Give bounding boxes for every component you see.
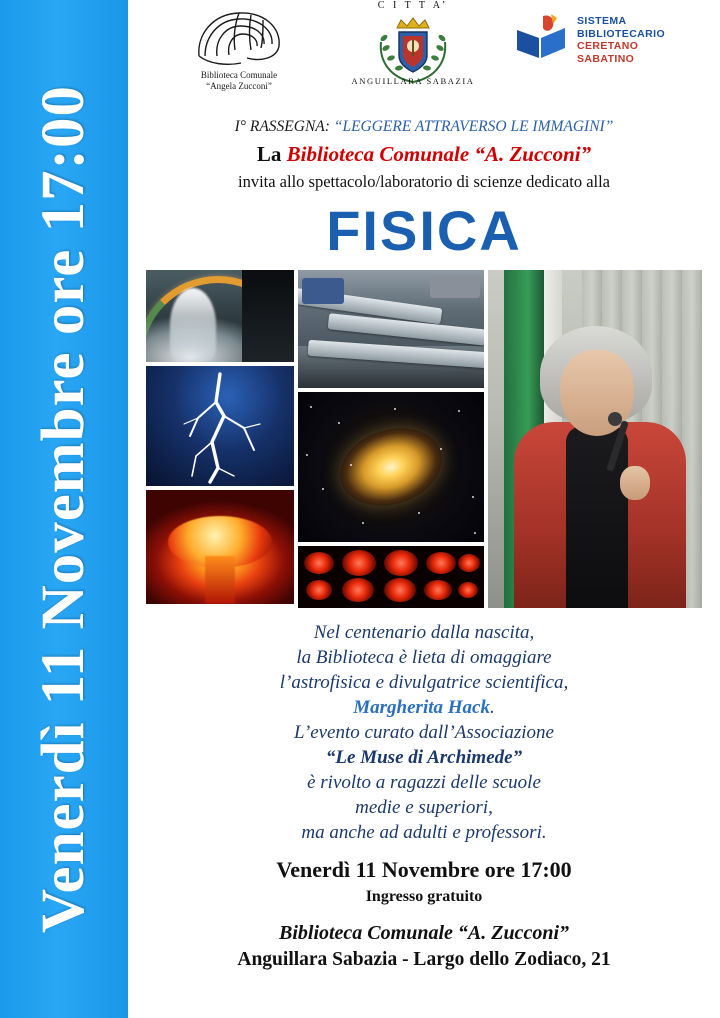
mushroom-stem-shape	[205, 556, 235, 604]
geyser-plume-shape	[170, 288, 216, 362]
library-logo	[164, 6, 314, 92]
poster-header	[128, 118, 720, 260]
library-logo-caption-line2: “Angela Zucconi”	[206, 81, 272, 91]
interference-pattern-photo	[298, 546, 484, 608]
description-line-4: è rivolto a ragazzi delle scuole	[307, 772, 541, 793]
photo-collage	[146, 270, 702, 608]
description-line-5: medie e superiori,	[355, 797, 493, 818]
library-network-logo	[513, 12, 713, 65]
description-line-3: l’astrofisica e divulgatrice scientifica,	[279, 672, 569, 693]
host-article: La	[256, 142, 282, 166]
microphone-head-shape	[608, 412, 622, 426]
host-line	[128, 142, 720, 167]
host-name: Biblioteca Comunale “A. Zucconi”	[286, 142, 592, 166]
network-line3: CERETANO	[577, 40, 639, 52]
series-line	[128, 118, 720, 136]
library-logo-caption-line1: Biblioteca Comunale	[200, 70, 278, 80]
honoree-suffix: .	[489, 697, 495, 718]
venue-name: Biblioteca Comunale “A. Zucconi”	[278, 922, 569, 944]
description-line-2: la Biblioteca è lieta di omaggiare	[296, 647, 552, 668]
description-line-1: Nel centenario dalla nascita,	[313, 622, 535, 643]
curated-by-line: L’evento curato dall’Associazione	[294, 722, 554, 743]
logo-row	[128, 0, 720, 112]
particle-accelerator-photo	[298, 270, 484, 388]
portrait-hand-shape	[620, 466, 650, 500]
galaxy-core-shape	[330, 416, 452, 519]
collage-column-middle	[298, 270, 484, 608]
cave-shadow-shape	[242, 270, 294, 362]
honoree-name: Margherita Hack	[353, 697, 490, 718]
free-entry-label: Ingresso gratuito	[365, 888, 483, 905]
description-line-6: ma anche ad adulti e professori.	[301, 822, 547, 843]
network-line2: BIBLIOTECARIO	[577, 27, 666, 40]
venue-address: Anguillara Sabazia - Largo dello Zodiaco, 21	[237, 949, 611, 970]
city-logo	[343, 0, 483, 86]
poster-main-column	[128, 0, 720, 1018]
library-logo-caption	[164, 70, 314, 92]
spiral-galaxy-photo	[298, 392, 484, 542]
open-book-icon	[513, 12, 569, 62]
series-prefix: I° RASSEGNA:	[234, 118, 330, 135]
page-title: FISICA	[326, 199, 522, 262]
city-logo-top-label: C I T T A’	[377, 0, 449, 11]
nuclear-explosion-photo	[146, 490, 294, 604]
lab-equipment-box-1	[302, 278, 344, 304]
library-network-logo-text	[577, 12, 665, 65]
city-logo-bottom-label: ANGUILLARA SABAZIA	[351, 76, 475, 86]
lab-equipment-box-2	[430, 276, 480, 298]
lightning-bolt-icon	[160, 372, 280, 484]
margherita-hack-portrait-photo	[488, 270, 702, 608]
network-line4: SABATINO	[577, 52, 635, 65]
series-title: “LEGGERE ATTRAVERSO LE IMMAGINI”	[333, 118, 614, 135]
invite-line: invita allo spettacolo/laboratorio di scienze dedicato alla	[237, 172, 611, 191]
lightning-photo	[146, 366, 294, 486]
event-datetime: Venerdì 11 Novembre ore 17:00	[276, 857, 572, 882]
side-date-band-text: Venerdì 11 Novembre ore 17:00	[30, 85, 97, 933]
association-name: “Le Muse di Archimede”	[325, 747, 523, 768]
network-line1: SISTEMA	[577, 15, 627, 27]
collage-column-right	[488, 270, 702, 608]
city-coat-of-arms-icon	[367, 12, 459, 86]
geyser-rainbow-photo	[146, 270, 294, 362]
collage-column-left	[146, 270, 294, 608]
description-text	[128, 620, 720, 845]
side-date-band	[0, 0, 128, 1018]
shell-icon	[191, 6, 287, 68]
